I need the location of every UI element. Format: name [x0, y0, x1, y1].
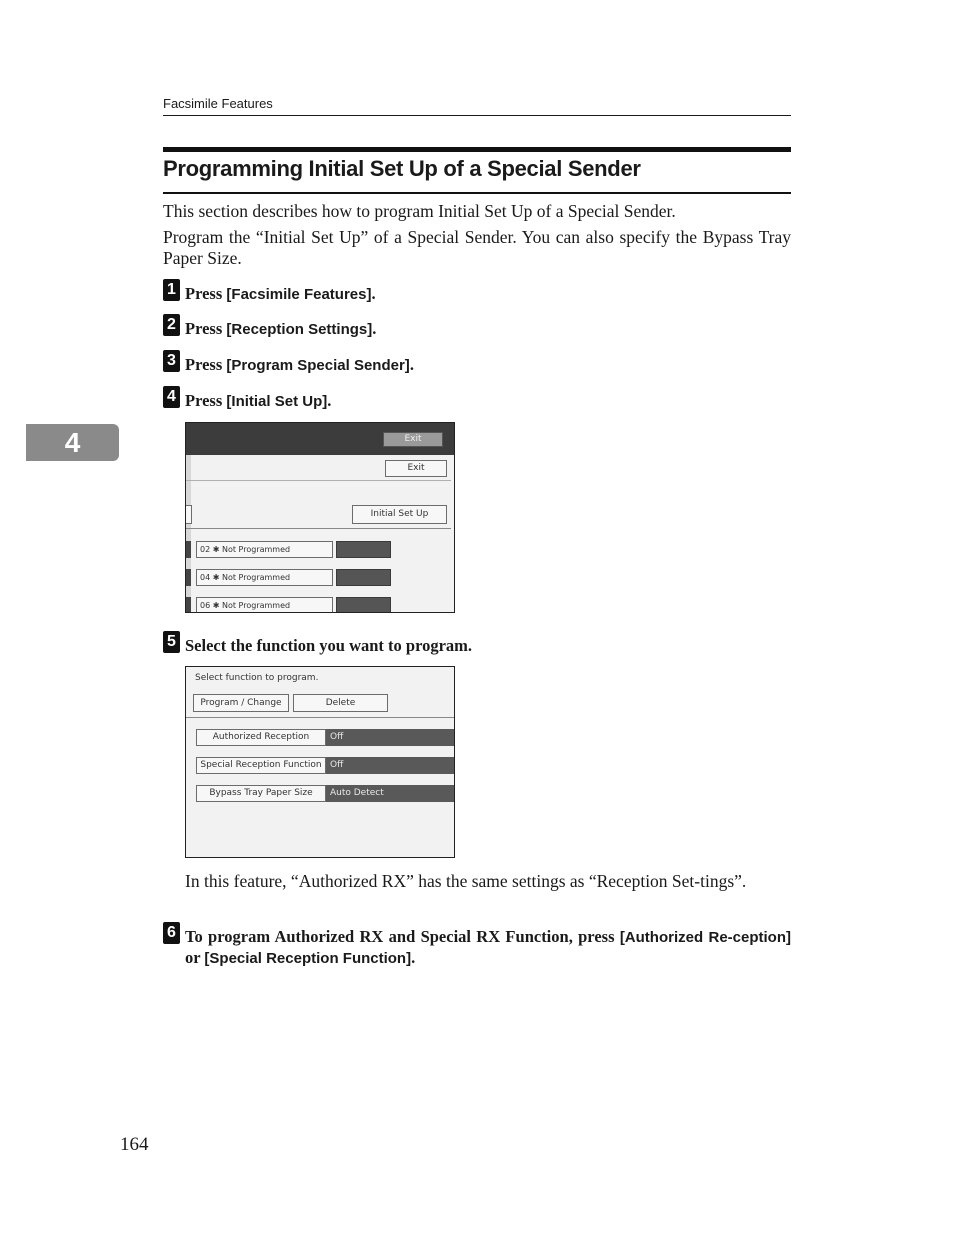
step-4-prefix: Press: [185, 391, 227, 410]
step-1-text: [185, 284, 376, 304]
row-edge: [186, 569, 191, 586]
program-change-button[interactable]: Program / Change: [193, 694, 289, 712]
page-number: 164: [120, 1134, 149, 1155]
row-edge: [186, 597, 191, 613]
step-3-badge: 3: [163, 350, 180, 372]
special-reception-function-button[interactable]: Special Reception Function: [196, 757, 326, 774]
left-clipped-button[interactable]: [185, 505, 192, 524]
asterisk-icon: ✱: [212, 573, 220, 582]
asterisk-icon: ✱: [212, 601, 220, 610]
select-function-prompt: Select function to program.: [195, 673, 319, 683]
step-1-suffix: .: [371, 284, 376, 303]
program-special-sender-button-ref: [Program Special Sender]: [226, 357, 410, 374]
row-edge: [186, 541, 191, 558]
asterisk-icon: ✱: [212, 545, 220, 554]
left-panel-edge: [186, 455, 191, 613]
sender-entry-06[interactable]: [196, 597, 333, 613]
intro-paragraph-2: Program the “Initial Set Up” of a Special Sender. You can also specify the Bypass Tray Paper Size.: [163, 227, 791, 268]
authorized-reception-button[interactable]: Authorized Reception: [196, 729, 326, 746]
sender-entry-04[interactable]: [196, 569, 333, 586]
reception-settings-button-ref: [Reception Settings]: [226, 321, 373, 338]
step-6-middle: or: [185, 948, 205, 967]
divider: [186, 480, 451, 481]
delete-button[interactable]: Delete: [293, 694, 388, 712]
feature-note: In this feature, “Authorized RX” has the same settings as “Reception Set-tings”.: [185, 871, 747, 891]
title-rule: [163, 192, 791, 194]
step-6-badge: 6: [163, 922, 180, 944]
chapter-tab: 4: [26, 424, 119, 461]
step-6-suffix: .: [411, 948, 416, 967]
entry-number: 04: [200, 573, 211, 582]
entry-label: Not Programmed: [221, 545, 291, 554]
divider: [186, 717, 455, 718]
sender-entry-02-slot[interactable]: [336, 541, 391, 558]
exit-button[interactable]: Exit: [385, 460, 447, 477]
screen-special-sender-list: [185, 422, 455, 613]
running-header: Facsimile Features: [163, 96, 273, 111]
initial-set-up-button-ref: [Initial Set Up]: [226, 393, 328, 410]
bypass-tray-paper-size-button[interactable]: Bypass Tray Paper Size: [196, 785, 326, 802]
sender-entry-04-slot[interactable]: [336, 569, 391, 586]
entry-number: 06: [200, 601, 211, 610]
step-2-prefix: Press: [185, 319, 227, 338]
step-4-badge: 4: [163, 386, 180, 408]
special-reception-function-value: Off: [326, 757, 455, 774]
sender-entry-02[interactable]: [196, 541, 333, 558]
bypass-tray-paper-size-value: Auto Detect: [326, 785, 455, 802]
sender-entry-06-slot[interactable]: [336, 597, 391, 613]
divider: [186, 528, 451, 529]
step-4-suffix: .: [327, 391, 332, 410]
step-3-suffix: .: [409, 355, 414, 374]
step-5-text: Select the function you want to program.: [185, 636, 473, 655]
authorized-reception-value: Off: [326, 729, 455, 746]
step-4-text: [185, 391, 331, 411]
entry-label: Not Programmed: [221, 601, 291, 610]
screen-select-function: [185, 666, 455, 858]
step-3-text: [185, 355, 414, 375]
authorized-reception-button-ref: [Authorized Re-ception]: [619, 929, 791, 946]
step-3-prefix: Press: [185, 355, 227, 374]
step-1-prefix: Press: [185, 284, 227, 303]
step-2-text: [185, 319, 376, 339]
exit-top-button[interactable]: Exit: [383, 432, 443, 447]
title-bar: [163, 147, 791, 152]
facsimile-features-button-ref: [Facsimile Features]: [226, 286, 372, 303]
step-2-suffix: .: [372, 319, 377, 338]
entry-number: 02: [200, 545, 211, 554]
step-6-prefix: To program Authorized RX and Special RX Function, press: [185, 927, 620, 946]
intro-paragraph-1: This section describes how to program Initial Set Up of a Special Sender.: [163, 201, 676, 221]
entry-label: Not Programmed: [221, 573, 291, 582]
initial-set-up-button[interactable]: Initial Set Up: [352, 505, 447, 524]
step-2-badge: 2: [163, 314, 180, 336]
section-title: Programming Initial Set Up of a Special Sender: [163, 156, 641, 181]
step-6-text: [185, 927, 791, 969]
special-reception-function-button-ref: [Special Reception Function]: [204, 950, 412, 967]
step-5-badge: 5: [163, 631, 180, 653]
step-1-badge: 1: [163, 279, 180, 301]
header-rule: [163, 115, 791, 116]
